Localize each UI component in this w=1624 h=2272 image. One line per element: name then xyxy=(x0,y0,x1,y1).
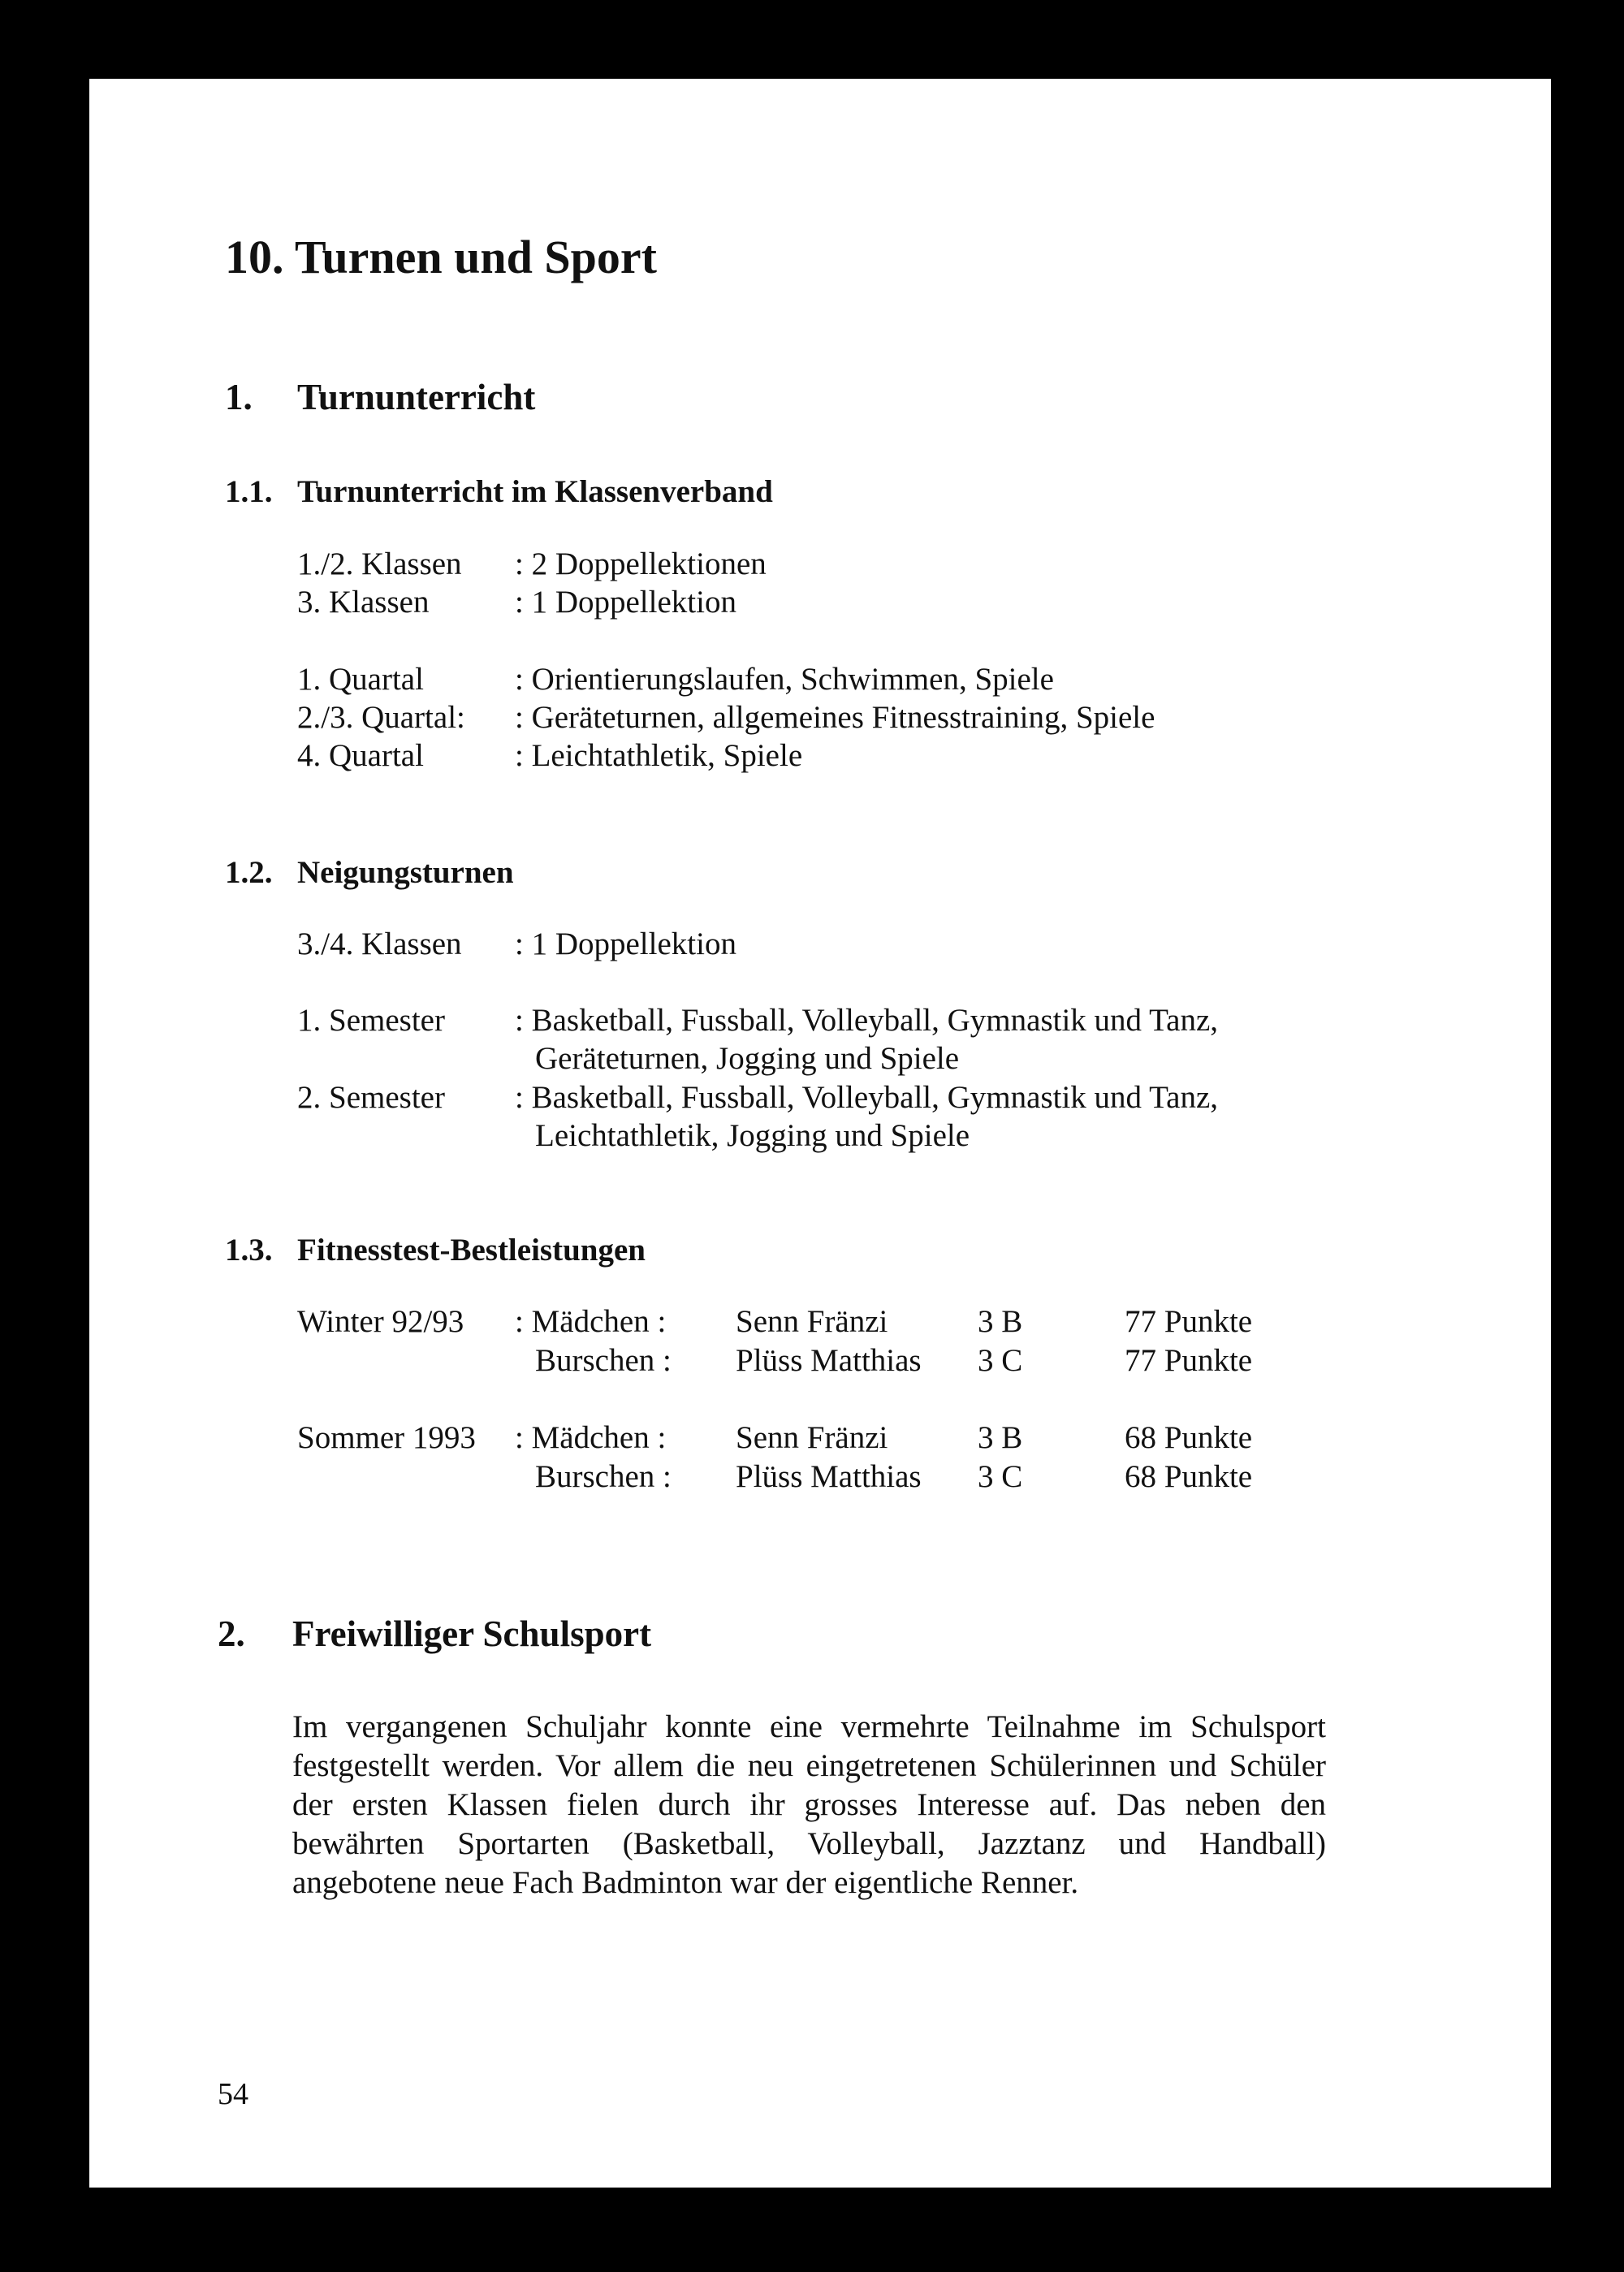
semester-value-line1: : Basketball, Fussball, Volleyball, Gymnastik und Tanz, xyxy=(515,1003,1219,1038)
result-gender: : Mädchen : xyxy=(515,1420,667,1455)
semester-value-line1: : Basketball, Fussball, Volleyball, Gymnastik und Tanz, xyxy=(515,1080,1219,1115)
result-points: 68 Punkte xyxy=(1125,1420,1253,1455)
semester-value-line2: Geräteturnen, Jogging und Spiele xyxy=(535,1041,960,1076)
class-value: : 1 Doppellektion xyxy=(515,585,736,620)
subsection-1-3-title: Fitnesstest-Bestleistungen xyxy=(297,1233,646,1268)
subsection-1-1-title: Turnunterricht im Klassenverband xyxy=(297,474,773,509)
paragraph-text: Im vergangenen Schuljahr konnte eine vermehrte Teilnahme im Schulsport festgestellt werden. Vor allem die neu eingetretenen Schülerinnen und Schüler der ersten Klassen fielen durch ihr grosses Interesse auf. Das neben den bewährten Sportarten (Basketball, Volleyball, Jazztanz und Handball) angebotene neue Fach Badminton war der eigentliche Renner. xyxy=(292,1709,1326,1900)
result-gender: : Mädchen : xyxy=(515,1304,667,1339)
result-points: 77 Punkte xyxy=(1125,1343,1253,1378)
subsection-1-2-number: 1.2. xyxy=(225,855,273,890)
result-period: Winter 92/93 xyxy=(297,1304,464,1339)
quarter-value: : Orientierungslaufen, Schwimmen, Spiele xyxy=(515,662,1054,697)
subsection-1-1-number: 1.1. xyxy=(225,474,273,509)
result-points: 68 Punkte xyxy=(1125,1459,1253,1494)
subsection-1-3-number: 1.3. xyxy=(225,1233,273,1268)
page-title: 10. Turnen und Sport xyxy=(225,231,657,283)
result-name: Senn Fränzi xyxy=(736,1420,888,1455)
class-label: 3./4. Klassen xyxy=(297,927,462,961)
result-period: Sommer 1993 xyxy=(297,1420,476,1455)
document-page xyxy=(89,79,1551,2188)
semester-value-line2: Leichtathletik, Jogging und Spiele xyxy=(535,1118,970,1153)
section-2-title: Freiwilliger Schulsport xyxy=(292,1613,652,1654)
subsection-1-2-title: Neigungsturnen xyxy=(297,855,514,890)
class-value: : 1 Doppellektion xyxy=(515,927,736,961)
quarter-label: 1. Quartal xyxy=(297,662,424,697)
class-label: 1./2. Klassen xyxy=(297,546,462,581)
result-class: 3 C xyxy=(978,1343,1023,1378)
section-2-number: 2. xyxy=(218,1613,245,1654)
quarter-label: 2./3. Quartal: xyxy=(297,700,465,735)
result-points: 77 Punkte xyxy=(1125,1304,1253,1339)
section-1-number: 1. xyxy=(225,377,253,417)
quarter-value: : Leichtathletik, Spiele xyxy=(515,738,803,773)
result-class: 3 B xyxy=(978,1420,1023,1455)
semester-label: 1. Semester xyxy=(297,1003,445,1038)
result-name: Senn Fränzi xyxy=(736,1304,888,1339)
result-class: 3 B xyxy=(978,1304,1023,1339)
semester-label: 2. Semester xyxy=(297,1080,445,1115)
result-name: Plüss Matthias xyxy=(736,1343,922,1378)
section-1-title: Turnunterricht xyxy=(297,377,536,417)
quarter-value: : Geräteturnen, allgemeines Fitnesstraining, Spiele xyxy=(515,700,1155,735)
quarter-label: 4. Quartal xyxy=(297,738,424,773)
result-gender: Burschen : xyxy=(535,1343,672,1378)
class-label: 3. Klassen xyxy=(297,585,430,620)
result-name: Plüss Matthias xyxy=(736,1459,922,1494)
result-gender: Burschen : xyxy=(535,1459,672,1494)
result-class: 3 C xyxy=(978,1459,1023,1494)
page-number: 54 xyxy=(218,2077,248,2111)
section-2-paragraph xyxy=(292,1708,1326,1903)
class-value: : 2 Doppellektionen xyxy=(515,546,767,581)
